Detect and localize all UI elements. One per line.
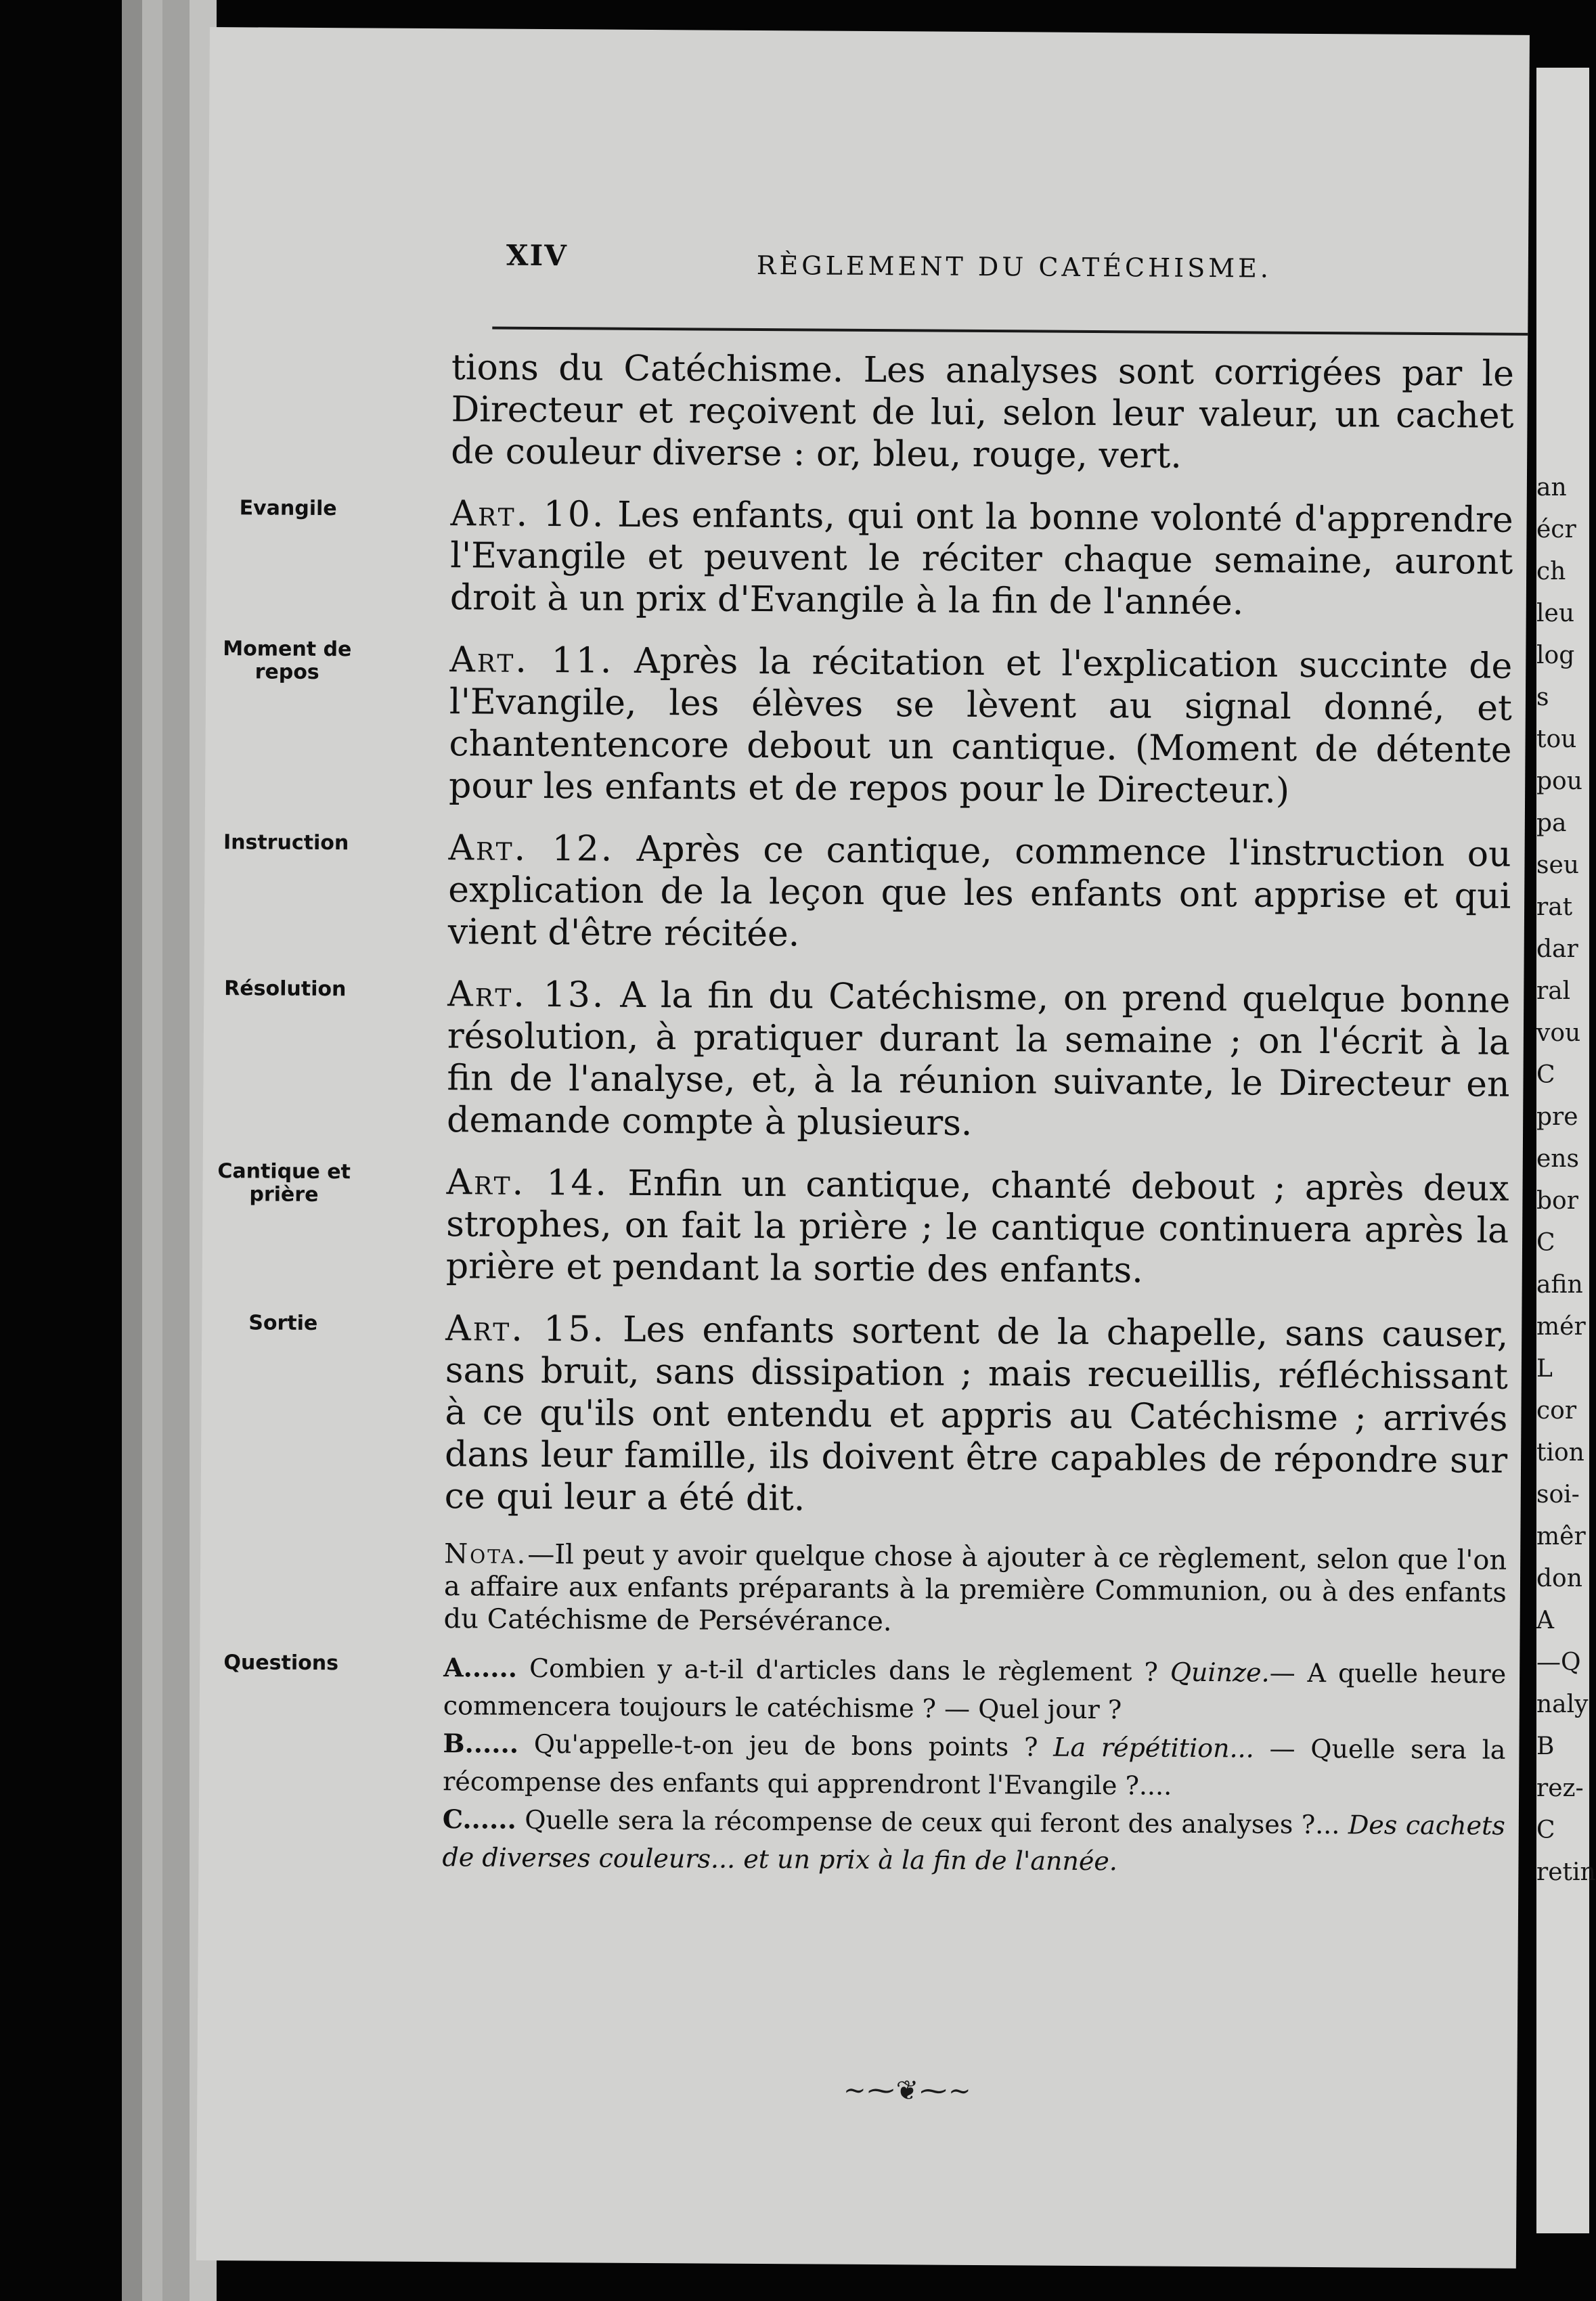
- article-15: [248, 1308, 1509, 1524]
- article-number: Art. 15.: [445, 1308, 606, 1350]
- article-text: Les enfants sortent de la chapelle, sans causer, sans bruit, sans dissipation ; mais recueillis, réfléchissant à ce qu'ils ont entendu et appris au Catéchisme ; arrivés dans leur famille, ils doivent être capables de répondre sur ce qui leur a été dit.: [444, 1309, 1509, 1519]
- nota-text: —Il peut y avoir quelque chose à ajouter à ce règlement, selon que l'on a affaire aux enfants préparants à la première Communion, ou à des enfants du Catéchisme de Persévérance.: [443, 1538, 1507, 1638]
- adjacent-page-fragment: an: [1536, 474, 1567, 501]
- questions-block: [223, 1649, 1507, 1883]
- adjacent-page-fragment: s: [1536, 684, 1549, 711]
- article-number: Art. 12.: [448, 828, 615, 870]
- article-text: Après la récitation et l'explication succinte de l'Evangile, les élèves se lèvent au signal donné, et chantentencore debout un cantique. (Moment de détente pour les enfants et de repos pour le Directeur.): [448, 640, 1513, 811]
- page-stack-edge: [162, 0, 190, 2301]
- question-answer: La répétition...: [1053, 1732, 1254, 1764]
- margin-note: Résolution: [224, 977, 347, 1002]
- question-letter: C......: [442, 1804, 516, 1835]
- adjacent-page-fragment: afin: [1536, 1271, 1583, 1299]
- adjacent-page-fragment: soi-: [1536, 1481, 1580, 1509]
- page-stack-edge: [142, 0, 162, 2301]
- nota-paragraph: [443, 1538, 1507, 1642]
- article-number: Art. 13.: [447, 974, 606, 1016]
- adjacent-page-fragment: écr: [1536, 516, 1576, 543]
- adjacent-page-fragment: pa: [1536, 809, 1567, 837]
- adjacent-page-fragment: ch: [1536, 558, 1566, 585]
- adjacent-page-fragment: tion: [1536, 1439, 1584, 1467]
- adjacent-page-fragment: don: [1536, 1565, 1582, 1592]
- question-b: [443, 1724, 1506, 1807]
- adjacent-page-fragment: L: [1536, 1355, 1553, 1383]
- question-text: Qu'appelle-t-on jeu de bons points ?: [518, 1728, 1054, 1762]
- adjacent-page-fragment: —Q: [1536, 1649, 1581, 1676]
- margin-note: Moment de repos: [223, 637, 352, 685]
- adjacent-page-fragment: vou: [1536, 1019, 1581, 1047]
- question-text: — A quelle heure commencera toujours le catéchisme ? — Quel jour ?: [443, 1657, 1507, 1725]
- end-ornament: ~⁓❦⁓~: [843, 2074, 973, 2107]
- page-header: [208, 210, 1528, 284]
- question-a: [443, 1649, 1507, 1731]
- question-text: — Quelle sera la récompense des enfants qui apprendront l'Evangile ?....: [443, 1733, 1506, 1801]
- adjacent-page-fragment: pre: [1536, 1103, 1578, 1131]
- question-letter: B......: [443, 1728, 519, 1759]
- article-text: tions du Catéchisme. Les analyses sont corrigées par le Directeur et reçoivent de lui, selon leur valeur, un cachet de couleur diverse : or, bleu, rouge, vert.: [450, 347, 1515, 476]
- adjacent-page-edge: [1536, 68, 1596, 2233]
- book-page: [196, 27, 1530, 2269]
- adjacent-page-fragment: mêr: [1536, 1523, 1586, 1550]
- question-answer: Des cachets de diverses couleurs... et un prix à la fin de l'année.: [442, 1810, 1505, 1877]
- adjacent-page-fragment: rat: [1536, 893, 1573, 921]
- question-text: Quelle sera la récompense de ceux qui feront des analyses ?...: [516, 1804, 1340, 1840]
- article-text: Après ce cantique, commence l'instruction ou explication de la leçon que les enfants ont apprise et qui vient d'être récitée.: [447, 828, 1511, 955]
- adjacent-page-fragment: C: [1536, 1816, 1555, 1844]
- margin-note: Sortie: [248, 1311, 318, 1336]
- header-rule: [492, 327, 1528, 336]
- adjacent-page-fragment: seu: [1536, 851, 1579, 879]
- adjacent-page-fragment: dar: [1536, 935, 1578, 963]
- question-letter: A......: [443, 1652, 518, 1683]
- page-stack-edge: [122, 0, 142, 2301]
- page-number: XIV: [506, 238, 568, 273]
- running-title: RÈGLEMENT DU CATÉCHISME.: [756, 250, 1272, 284]
- adjacent-page-fragment: C: [1536, 1061, 1555, 1089]
- adjacent-page-fragment: B: [1536, 1733, 1555, 1760]
- adjacent-page-fragment: pou: [1536, 767, 1582, 795]
- article-text: Enfin un cantique, chanté debout ; après deux strophes, on fait la prière ; le cantique continuera après la prière et pendant la sortie des enfants.: [445, 1163, 1509, 1291]
- margin-note: Cantique et prière: [217, 1159, 351, 1207]
- adjacent-page-fragment: ens: [1536, 1145, 1579, 1173]
- question-c: [442, 1800, 1505, 1883]
- article-10: [239, 493, 1513, 625]
- adjacent-page-fragment: ral: [1536, 977, 1571, 1005]
- article-12: [223, 827, 1511, 960]
- article-text: Les enfants, qui ont la bonne volonté d'apprendre l'Evangile et peuvent le réciter chaque semaine, auront droit à un prix d'Evangile à la fin de l'année.: [449, 494, 1513, 623]
- article-14: [217, 1159, 1509, 1294]
- margin-note: Evangile: [239, 496, 337, 521]
- adjacent-page-fragment: mér: [1536, 1313, 1586, 1341]
- article-13: [224, 973, 1511, 1148]
- page-body: [217, 347, 1515, 1883]
- adjacent-page-fragment: leu: [1536, 600, 1575, 627]
- adjacent-page-fragment: bor: [1536, 1187, 1578, 1215]
- adjacent-page-fragment: cor: [1536, 1397, 1577, 1425]
- adjacent-page-fragment: A: [1536, 1607, 1554, 1634]
- article-text: A la fin du Catéchisme, on prend quelque bonne résolution, à pratiquer durant la semaine ; on l'écrit à la fin de l'analyse, et, à la réunion suivante, le Directeur en demande compte à plusieurs.: [446, 975, 1511, 1144]
- question-text: Combien y a-t-il d'articles dans le règlement ?: [516, 1653, 1170, 1687]
- question-answer: Quinze.: [1170, 1657, 1270, 1688]
- article-number: Art. 10.: [450, 493, 606, 535]
- article-number: Art. 14.: [446, 1162, 609, 1204]
- adjacent-page-fragment: log: [1536, 642, 1575, 669]
- margin-note: Instruction: [223, 830, 349, 855]
- adjacent-page-fragment: retin: [1536, 1858, 1596, 1886]
- margin-note: Questions: [223, 1651, 339, 1676]
- adjacent-page-fragment: tou: [1536, 725, 1577, 753]
- article-continuation: [451, 347, 1514, 479]
- article-11: [223, 637, 1513, 813]
- adjacent-page-fragment: rez-: [1536, 1774, 1584, 1802]
- article-number: Art. 11.: [449, 640, 614, 682]
- nota-label: Nota.: [444, 1538, 528, 1570]
- adjacent-page-fragment: naly: [1536, 1691, 1589, 1718]
- adjacent-page-fragment: C: [1536, 1229, 1555, 1257]
